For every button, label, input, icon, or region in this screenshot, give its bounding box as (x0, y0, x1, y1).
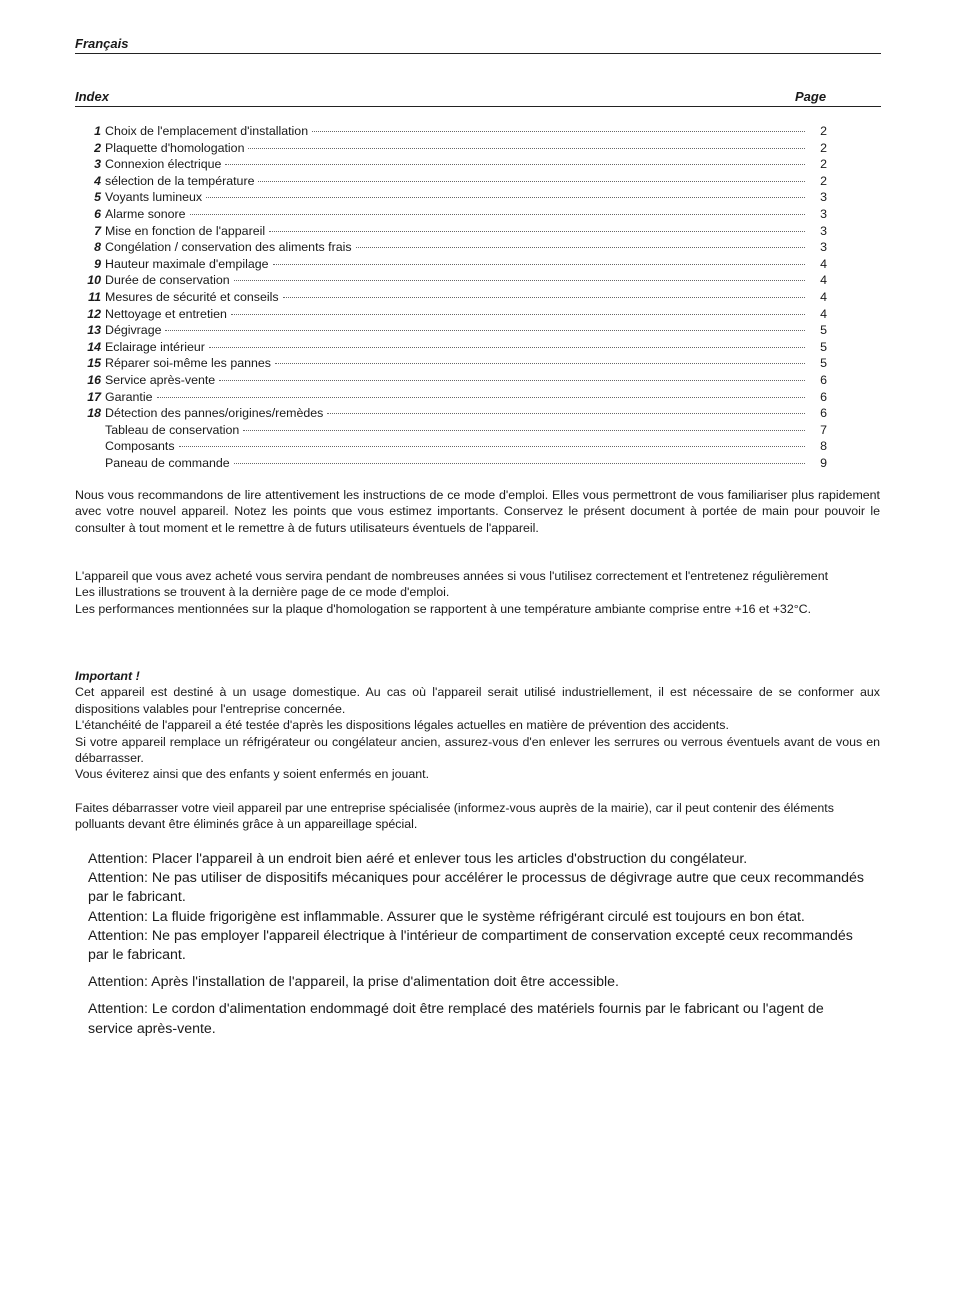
toc-leader (283, 297, 805, 298)
toc-page: 6 (820, 406, 827, 421)
toc-page: 2 (820, 124, 827, 138)
toc-leader (225, 164, 805, 165)
toc-title: Alarme sonore (105, 206, 186, 221)
attention-warning: Attention: Ne pas utiliser de dispositifs mécaniques pour accélérer le processus de dégivrage autre que ceux recommandés par le fabricant. (88, 870, 865, 906)
toc-leader (209, 347, 805, 348)
toc-page: 2 (820, 173, 827, 188)
toc-page: 4 (820, 306, 827, 321)
toc-number: 4 (94, 173, 101, 188)
toc-entry[interactable] (75, 405, 827, 422)
toc-number: 1 (94, 124, 101, 138)
important-text: Si votre appareil remplace un réfrigérateur ou congélateur ancien, assurez-vous d'en enlever les serrures ou verrous éventuels avant de vous en débarrasser. (75, 734, 880, 766)
usage-paragraph (75, 568, 880, 617)
attention-warning: Attention: Le cordon d'alimentation endommagé doit être remplacé des matériels fournis par le fabricant ou l'agent de service après-vente. (88, 1001, 824, 1037)
toc-title: Durée de conservation (105, 273, 230, 288)
toc-title: Paneau de commande (105, 455, 230, 470)
toc-leader (190, 214, 805, 215)
toc-entry[interactable] (75, 389, 827, 406)
toc-leader (219, 380, 805, 381)
toc-title: Tableau de conservation (105, 422, 240, 437)
page-column-heading: Page (795, 89, 827, 104)
toc-entry[interactable] (75, 156, 827, 173)
attention-warning: Attention: Placer l'appareil à un endroit bien aéré et enlever tous les articles d'obstruction du congélateur. (88, 851, 748, 867)
toc-page: 8 (820, 439, 827, 454)
toc-page: 2 (820, 157, 827, 172)
toc-entry[interactable] (75, 306, 827, 323)
toc-number: 15 (87, 356, 101, 371)
language-label: Français (75, 36, 129, 51)
toc-page: 2 (820, 140, 827, 155)
toc-number: 14 (87, 339, 101, 354)
toc-title: Dégivrage (105, 323, 162, 338)
toc-title: Service après-vente (105, 372, 216, 387)
toc-number: 13 (87, 323, 101, 338)
toc-leader (273, 264, 805, 265)
important-heading: Important ! (75, 669, 140, 683)
toc-leader (327, 413, 805, 414)
important-text: L'étanchéité de l'appareil a été testée d'après les dispositions légales actuelles en matière de prévention des accidents. (75, 718, 729, 733)
toc-leader (234, 280, 805, 281)
toc-entry[interactable] (75, 339, 827, 356)
toc-entry[interactable] (75, 206, 827, 223)
toc-entry[interactable] (75, 140, 827, 157)
toc-page: 6 (820, 372, 827, 387)
toc-entry[interactable] (75, 189, 827, 206)
important-text: Vous éviterez ainsi que des enfants y soient enfermés en jouant. (75, 767, 430, 782)
toc-page: 5 (820, 323, 827, 338)
toc-page: 4 (820, 273, 827, 288)
toc-title: Nettoyage et entretien (105, 306, 227, 321)
toc-number: 8 (94, 240, 101, 255)
toc-page: 3 (820, 190, 827, 205)
toc-entry[interactable] (75, 272, 827, 289)
toc-number: 2 (94, 140, 101, 155)
toc-number: 18 (87, 406, 101, 421)
toc-title: Eclairage intérieur (105, 339, 205, 354)
toc-leader (206, 197, 805, 198)
toc-entry[interactable] (75, 173, 827, 190)
toc-number: 16 (87, 372, 101, 387)
index-rule (75, 106, 881, 107)
toc-title: sélection de la température (105, 173, 255, 188)
toc-page: 5 (820, 339, 827, 354)
toc-number: 6 (94, 206, 101, 221)
toc-title: Plaquette d'homologation (105, 140, 245, 155)
toc-leader (312, 131, 805, 132)
toc-page: 4 (820, 289, 827, 304)
toc-entry[interactable] (75, 422, 827, 439)
toc-leader (275, 363, 805, 364)
toc-leader (165, 330, 805, 331)
toc-page: 9 (820, 455, 827, 470)
toc-leader (269, 231, 805, 232)
disposal-paragraph (75, 800, 880, 833)
toc-leader (179, 446, 805, 447)
toc-leader (157, 397, 805, 398)
attention-warnings (88, 850, 868, 1039)
toc-number: 3 (94, 157, 101, 172)
toc-page: 4 (820, 256, 827, 271)
toc-title: Mesures de sécurité et conseils (105, 289, 279, 304)
usage-text: L'appareil que vous avez acheté vous servira pendant de nombreuses années si vous l'utilisez correctement et l'entretenez régulièrement (75, 569, 829, 583)
toc-entry[interactable] (75, 289, 827, 306)
toc-title: Détection des pannes/origines/remèdes (105, 406, 324, 421)
toc-title: Hauteur maximale d'empilage (105, 256, 269, 271)
toc-entry[interactable] (75, 239, 827, 256)
toc-title: Choix de l'emplacement d'installation (105, 124, 309, 138)
toc-leader (248, 148, 805, 149)
toc-title: Réparer soi-même les pannes (105, 356, 271, 371)
important-text: Cet appareil est destiné à un usage domestique. Au cas où l'appareil serait utilisé industriellement, il est nécessaire de se conformer aux dispositions valables pour l'entreprise concernée. (75, 685, 880, 716)
toc-number: 12 (87, 306, 101, 321)
toc-number: 7 (94, 223, 101, 238)
toc-entry[interactable] (75, 355, 827, 372)
toc-page: 3 (820, 206, 827, 221)
toc-title: Composants (105, 439, 175, 454)
toc-entry[interactable] (75, 256, 827, 273)
toc-page: 3 (820, 223, 827, 238)
toc-entry[interactable] (75, 322, 827, 339)
illustrations-text: Les illustrations se trouvent à la dernière page de ce mode d'emploi. (75, 585, 450, 600)
toc-number: 5 (94, 190, 101, 205)
table-of-contents (75, 123, 827, 471)
toc-leader (234, 463, 805, 464)
toc-entry[interactable] (75, 438, 827, 455)
toc-title: Garantie (105, 389, 153, 404)
important-section (75, 668, 880, 783)
toc-number: 10 (87, 273, 101, 288)
toc-entry[interactable] (75, 223, 827, 240)
toc-title: Mise en fonction de l'appareil (105, 223, 266, 238)
toc-leader (258, 181, 805, 182)
toc-page: 7 (820, 422, 827, 437)
toc-number: 9 (94, 256, 101, 271)
performance-text: Les performances mentionnées sur la plaque d'homologation se rapportent à une température ambiante comprise entre +16 et +32°C. (75, 601, 812, 616)
toc-number: 11 (88, 289, 101, 304)
attention-warning: Attention: La fluide frigorigène est inflammable. Assurer que le système réfrigérant circulé est toujours en bon état. (88, 908, 805, 925)
toc-page: 3 (820, 240, 827, 255)
toc-leader (231, 314, 805, 315)
intro-paragraph (75, 487, 880, 536)
toc-leader (243, 430, 805, 431)
toc-leader (356, 247, 805, 248)
toc-entry[interactable] (75, 123, 827, 140)
disposal-text: Faites débarrasser votre vieil appareil par une entreprise spécialisée (informez-vous auprès de la mairie), car il peut contenir des éléments polluants devant être éliminés grâce à un appareillage spécial. (75, 801, 834, 832)
toc-entry[interactable] (75, 455, 827, 472)
toc-title: Congélation / conservation des aliments frais (105, 240, 352, 255)
toc-title: Voyants lumineux (105, 190, 203, 205)
toc-title: Connexion électrique (105, 157, 222, 172)
toc-number: 17 (87, 389, 101, 404)
toc-page: 6 (820, 389, 827, 404)
header-rule (75, 53, 881, 54)
attention-warning: Attention: Après l'installation de l'appareil, la prise d'alimentation doit être accessible. (88, 974, 619, 991)
toc-entry[interactable] (75, 372, 827, 389)
toc-page: 5 (820, 356, 827, 371)
intro-text: Nous vous recommandons de lire attentivement les instructions de ce mode d'emploi. Elles vous permettront de vous familiariser plus rapidement avec votre nouvel appareil. Notez les points que vous estimez importants. Conservez le présent document à portée de main pour pouvoir le consulter à tout moment et le remettre à de futurs utilisateurs éventuels de l'appareil. (75, 488, 880, 535)
attention-warning: Attention: Ne pas employer l'appareil électrique à l'intérieur de compartiment de conservation excepté ceux recommandés par le fabricant. (88, 927, 853, 964)
index-heading: Index (75, 89, 109, 104)
